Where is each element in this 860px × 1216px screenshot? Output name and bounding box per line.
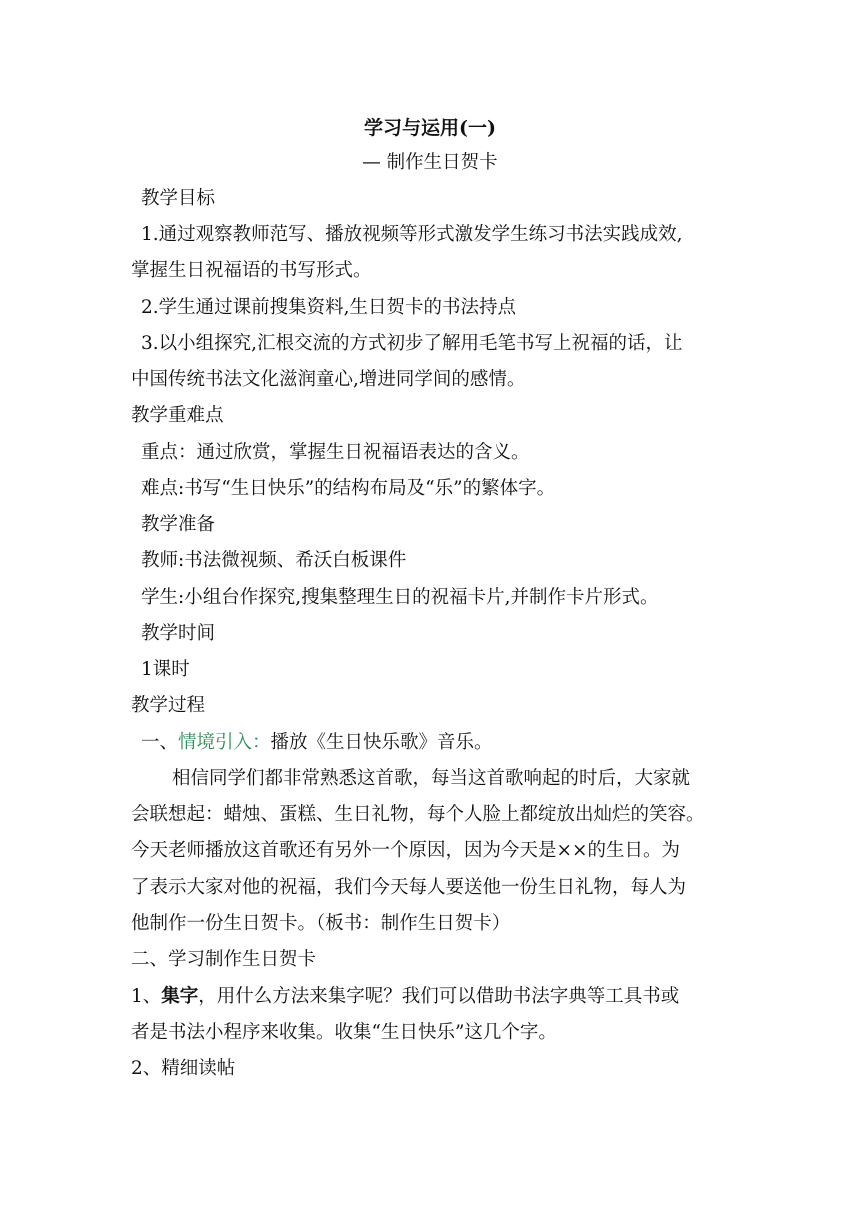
goals-heading: 教学目标: [141, 188, 216, 209]
process-heading: 教学过程: [131, 695, 206, 716]
item-2: 2、精细读帖: [131, 1058, 236, 1079]
preparation-heading: 教学准备: [141, 514, 216, 535]
step-2-heading: 二、学习制作生日贺卡: [131, 949, 317, 970]
goal-3-line-2: 中国传统书法文化滋润童心,增进同学间的感情。: [131, 369, 526, 390]
item-1-prefix: 1、: [131, 986, 162, 1007]
key-point: 重点：通过欣赏，掌握生日祝福语表达的含义。: [141, 442, 530, 463]
step-1-prefix: 一、: [141, 732, 179, 753]
time-heading: 教学时间: [141, 623, 216, 644]
item-1-keyword: 集字: [161, 986, 199, 1007]
step-1-text: 播放《生日快乐歌》音乐。: [270, 732, 493, 753]
document-subtitle: — 制作生日贺卡: [362, 152, 498, 173]
goal-3-line-1: 3.以小组探究,汇根交流的方式初步了解用毛笔书写上祝福的话，让: [141, 333, 683, 354]
key-points-heading: 教学重难点: [131, 405, 224, 426]
step-1-highlight: 情境引入：: [178, 732, 271, 753]
item-1-text: ，用什么方法来集字呢？我们可以借助书法字典等工具书或: [198, 986, 680, 1007]
paragraph-line-3: 今天老师播放这首歌还有另外一个原因，因为今天是××的生日。为: [131, 840, 681, 861]
teacher-preparation: 教师:书法微视频、希沃白板课件: [141, 550, 407, 571]
goal-1-line-1: 1.通过观察教师范写、播放视频等形式激发学生练习书法实践成效,: [141, 224, 683, 245]
document-title: 学习与运用(一): [364, 117, 496, 139]
item-1-line-1: [131, 985, 731, 1009]
time-value: 1课时: [141, 659, 190, 680]
paragraph-line-1: 相信同学们都非常熟悉这首歌，每当这首歌响起的时后，大家就: [172, 768, 691, 789]
paragraph-line-4: 了表示大家对他的祝福，我们今天每人要送他一份生日礼物，每人为: [131, 877, 687, 898]
step-1: [141, 731, 741, 755]
paragraph-line-5: 他制作一份生日贺卡。（板书：制作生日贺卡）: [131, 913, 511, 934]
goal-1-line-2: 掌握生日祝福语的书写形式。: [131, 260, 372, 281]
difficult-point: 难点:书写“生日快乐”的结构布局及“乐”的繁体字。: [141, 478, 556, 499]
student-preparation: 学生:小组台作探究,搜集整理生日的祝福卡片,并制作卡片形式。: [141, 587, 659, 608]
goal-2: 2.学生通过课前搜集资料,生日贺卡的书法持点: [141, 297, 517, 318]
item-1-line-2: 者是书法小程序来收集。收集“生日快乐”这几个字。: [131, 1022, 557, 1043]
paragraph-line-2: 会联想起：蜡烛、蛋糕、生日礼物，每个人脸上都绽放出灿烂的笑容。: [131, 804, 705, 825]
